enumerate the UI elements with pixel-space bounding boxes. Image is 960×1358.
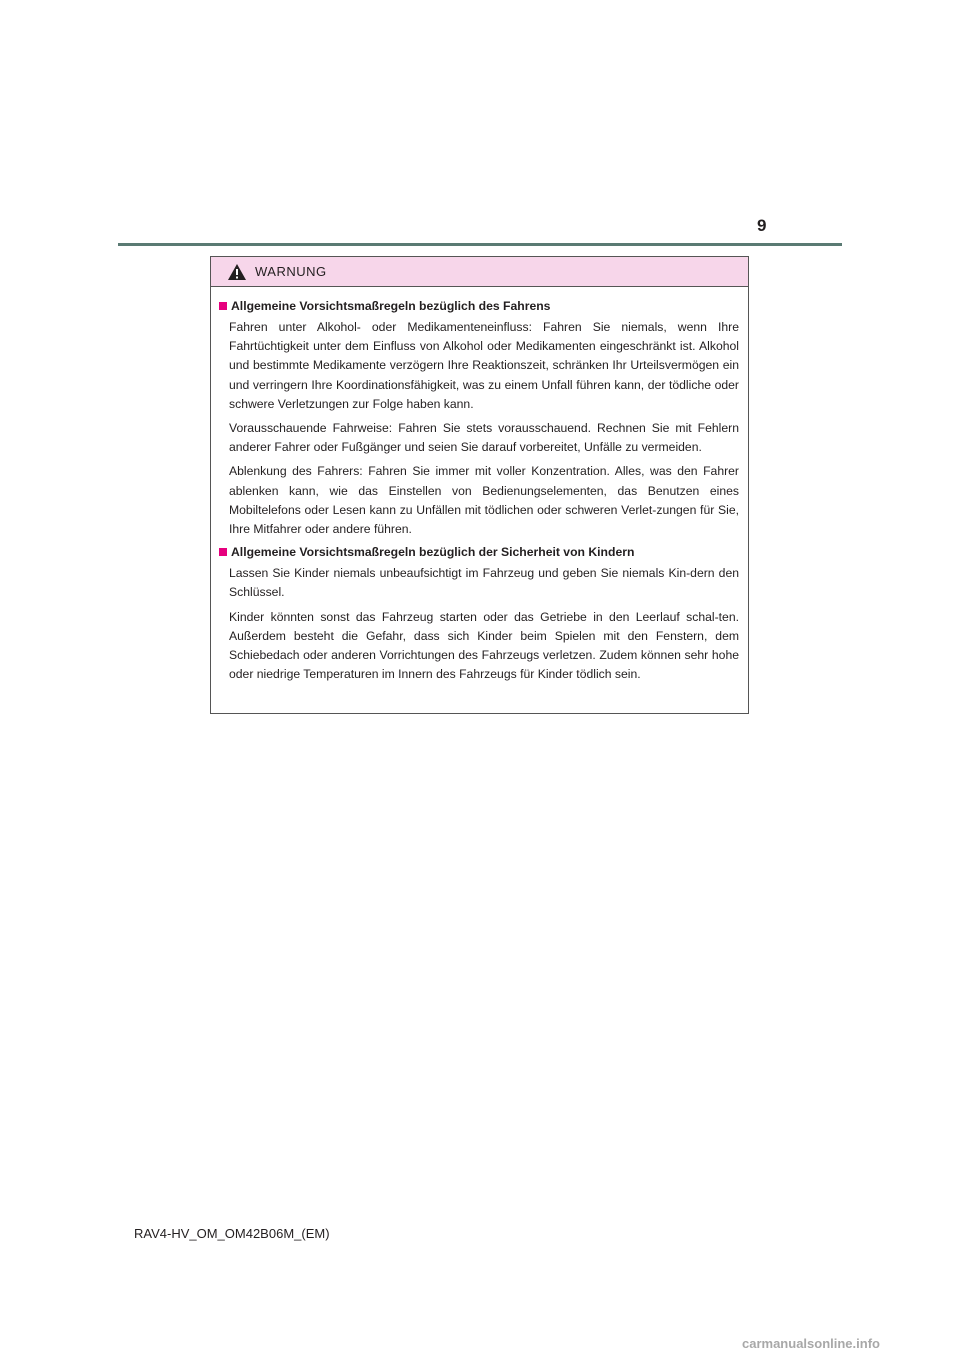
section-heading-text: Allgemeine Vorsichtsmaßregeln bezüglich der Sicherheit von Kindern [231,545,635,560]
square-bullet-icon [219,302,227,310]
warning-triangle-icon [227,263,247,281]
page-number: 9 [757,216,767,235]
section-heading-children [219,544,739,561]
warning-title: WARNUNG [255,264,327,279]
square-bullet-icon [219,548,227,556]
paragraph: Kinder könnten sonst das Fahrzeug starten oder das Getriebe in den Leerlauf schal-ten. Außerdem besteht die Gefahr, dass sich Kinder beim Spielen mit den Fenstern, dem Schiebedach oder anderen Vorrichtungen des Fahrzeugs verletzen. Zudem können sehr hohe oder niedrige Temperaturen im Innern des Fahrzeugs für Kinder tödlich sein. [229,609,739,682]
paragraph: Lassen Sie Kinder niemals unbeaufsichtigt im Fahrzeug und geben Sie niemals Kin-dern den Schlüssel. [229,566,739,600]
section-heading-driving [219,298,739,315]
paragraph: Fahren unter Alkohol- oder Medikamenteneinfluss: Fahren Sie niemals, wenn Ihre Fahrtüchtigkeit unter dem Einfluss von Alkohol oder Medikamenten eingeschränkt ist. Alkohol und bestimmte Medikamente verzögern Ihre Reaktionszeit, schränken Ihr Urteilsvermögen ein und verringern Ihre Koordinationsfähigkeit, was zu einem Unfall führen kann, der tödliche oder schwere Verletzungen zur Folge haben kann. [229,320,739,411]
paragraph: Vorausschauende Fahrweise: Fahren Sie stets vorausschauend. Rechnen Sie mit Fehlern anderer Fahrer oder Fußgänger und seien Sie darauf vorbereitet, Unfälle zu vermeiden. [229,421,739,455]
header-rule [118,243,842,246]
warning-body [211,287,748,684]
footer-document-code: RAV4-HV_OM_OM42B06M_(EM) [134,1226,330,1241]
paragraph: Ablenkung des Fahrers: Fahren Sie immer mit voller Konzentration. Alles, was den Fahrer ablenken kann, wie das Einstellen von Bedienungselementen, das Benutzen eines Mobiltelefons oder Lesen kann zu Unfällen mit tödlichen oder schweren Verlet-zungen für Sie, Ihre Mitfahrer oder andere führen. [229,464,739,537]
section-heading-text: Allgemeine Vorsichtsmaßregeln bezüglich des Fahrens [231,299,551,313]
watermark: carmanualsonline.info [742,1336,880,1351]
warning-box [210,256,749,714]
warning-header [211,257,748,287]
